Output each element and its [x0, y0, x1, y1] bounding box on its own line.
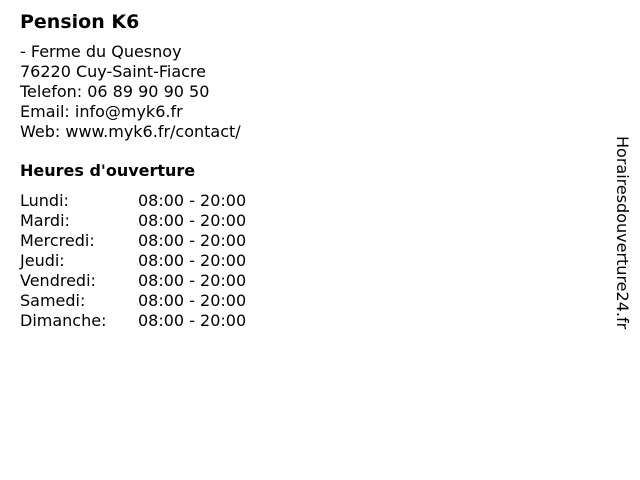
opening-hours-table: [20, 191, 246, 331]
time-range: 08:00 - 20:00: [138, 251, 247, 270]
street-line: - Ferme du Quesnoy: [20, 42, 182, 61]
day-label: Mercredi:: [20, 231, 95, 250]
hours-row: [20, 311, 246, 331]
time-range: 08:00 - 20:00: [138, 231, 247, 250]
hours-row: [20, 211, 246, 231]
opening-hours-heading: Heures d'ouverture: [20, 161, 196, 180]
business-name: Pension K6: [20, 11, 140, 33]
hours-row: [20, 191, 246, 211]
hours-row: [20, 231, 246, 251]
hours-row: [20, 291, 246, 311]
time-range: 08:00 - 20:00: [138, 311, 247, 330]
day-label: Mardi:: [20, 211, 70, 230]
day-label: Jeudi:: [20, 251, 65, 270]
day-label: Vendredi:: [20, 271, 96, 290]
hours-row: [20, 271, 246, 291]
time-range: 08:00 - 20:00: [138, 211, 247, 230]
day-label: Dimanche:: [20, 311, 107, 330]
day-label: Lundi:: [20, 191, 69, 210]
email-line: Email: info@myk6.fr: [20, 102, 183, 121]
time-range: 08:00 - 20:00: [138, 191, 247, 210]
website-line: Web: www.myk6.fr/contact/: [20, 122, 241, 141]
phone-line: Telefon: 06 89 90 90 50: [20, 82, 210, 101]
hours-row: [20, 251, 246, 271]
site-watermark: Horairesdouverture24.fr: [613, 136, 632, 330]
time-range: 08:00 - 20:00: [138, 271, 247, 290]
postal-city-line: 76220 Cuy-Saint-Fiacre: [20, 62, 207, 81]
time-range: 08:00 - 20:00: [138, 291, 247, 310]
contact-block: [20, 42, 580, 142]
day-label: Samedi:: [20, 291, 86, 310]
business-card: [20, 10, 580, 331]
